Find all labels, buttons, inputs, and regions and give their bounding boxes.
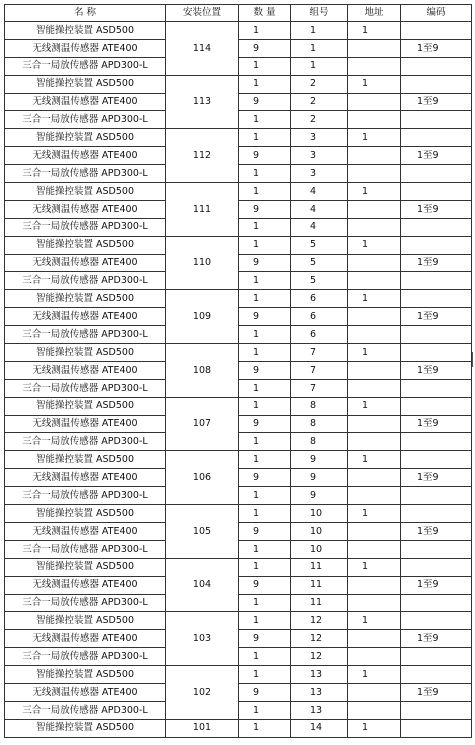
address-cell: [348, 594, 401, 612]
quantity-cell: 9: [239, 39, 291, 57]
address-cell: [348, 469, 401, 487]
device-name-cell: 无线测温传感器 ATE400: [5, 415, 166, 433]
address-cell: [348, 701, 401, 719]
code-cell: [401, 129, 472, 147]
device-name-cell: 无线测温传感器 ATE400: [5, 522, 166, 540]
device-name-cell: 智能操控装置 ASD500: [5, 451, 166, 469]
address-cell: [348, 111, 401, 129]
device-name-cell: 无线测温传感器 ATE400: [5, 200, 166, 218]
group-cell: 12: [291, 612, 348, 630]
quantity-cell: 1: [239, 183, 291, 201]
address-cell: [348, 254, 401, 272]
table-row: [5, 666, 472, 684]
quantity-cell: 1: [239, 379, 291, 397]
group-cell: 4: [291, 200, 348, 218]
address-cell: [348, 200, 401, 218]
device-name-cell: 无线测温传感器 ATE400: [5, 147, 166, 165]
group-cell: 1: [291, 22, 348, 40]
quantity-cell: 1: [239, 594, 291, 612]
code-cell: 1至9: [401, 361, 472, 379]
header-address: 地址: [348, 5, 401, 22]
device-name-cell: 无线测温传感器 ATE400: [5, 361, 166, 379]
table-row: [5, 57, 472, 75]
device-name-cell: 无线测温传感器 ATE400: [5, 576, 166, 594]
location-cell: 113: [166, 75, 239, 129]
quantity-cell: 1: [239, 487, 291, 505]
quantity-cell: 9: [239, 576, 291, 594]
table-row: [5, 165, 472, 183]
location-cell: 105: [166, 505, 239, 559]
device-name-cell: 三合一局放传感器 APD300-L: [5, 540, 166, 558]
device-name-cell: 智能操控装置 ASD500: [5, 129, 166, 147]
group-cell: 6: [291, 326, 348, 344]
location-cell: 108: [166, 344, 239, 398]
group-cell: 12: [291, 630, 348, 648]
table-row: [5, 487, 472, 505]
code-cell: [401, 111, 472, 129]
quantity-cell: 1: [239, 111, 291, 129]
code-cell: [401, 290, 472, 308]
table-row: [5, 379, 472, 397]
code-cell: [401, 183, 472, 201]
address-cell: [348, 433, 401, 451]
location-cell: 110: [166, 236, 239, 290]
code-cell: [401, 594, 472, 612]
device-name-cell: 智能操控装置 ASD500: [5, 612, 166, 630]
group-cell: 7: [291, 361, 348, 379]
address-cell: 1: [348, 344, 401, 362]
device-name-cell: 三合一局放传感器 APD300-L: [5, 165, 166, 183]
quantity-cell: 9: [239, 522, 291, 540]
group-cell: 2: [291, 93, 348, 111]
code-cell: [401, 75, 472, 93]
group-cell: 10: [291, 505, 348, 523]
quantity-cell: 1: [239, 612, 291, 630]
group-cell: 4: [291, 218, 348, 236]
address-cell: 1: [348, 612, 401, 630]
table-row: [5, 326, 472, 344]
code-cell: [401, 505, 472, 523]
location-cell: 112: [166, 129, 239, 183]
table-row: [5, 147, 472, 165]
table-header: [5, 5, 472, 22]
group-cell: 10: [291, 522, 348, 540]
address-cell: 1: [348, 719, 401, 737]
quantity-cell: 1: [239, 701, 291, 719]
group-cell: 13: [291, 701, 348, 719]
code-cell: 1至9: [401, 308, 472, 326]
table-row: [5, 648, 472, 666]
device-name-cell: 无线测温传感器 ATE400: [5, 93, 166, 111]
code-cell: [401, 22, 472, 40]
device-name-cell: 无线测温传感器 ATE400: [5, 308, 166, 326]
table-row: [5, 594, 472, 612]
address-cell: 1: [348, 22, 401, 40]
quantity-cell: 1: [239, 22, 291, 40]
location-cell: 111: [166, 183, 239, 237]
table-row: [5, 308, 472, 326]
quantity-cell: 1: [239, 165, 291, 183]
table-row: [5, 576, 472, 594]
code-cell: [401, 236, 472, 254]
group-cell: 10: [291, 540, 348, 558]
address-cell: [348, 630, 401, 648]
quantity-cell: 1: [239, 326, 291, 344]
quantity-cell: 1: [239, 666, 291, 684]
code-cell: 1至9: [401, 39, 472, 57]
address-cell: [348, 648, 401, 666]
address-cell: [348, 308, 401, 326]
quantity-cell: 1: [239, 236, 291, 254]
location-cell: 106: [166, 451, 239, 505]
address-cell: [348, 326, 401, 344]
quantity-cell: 1: [239, 397, 291, 415]
address-cell: 1: [348, 183, 401, 201]
table-row: [5, 505, 472, 523]
quantity-cell: 1: [239, 129, 291, 147]
address-cell: [348, 379, 401, 397]
group-cell: 6: [291, 308, 348, 326]
table-row: [5, 200, 472, 218]
address-cell: [348, 93, 401, 111]
address-cell: 1: [348, 129, 401, 147]
header-group: 组号: [291, 5, 348, 22]
table-row: [5, 701, 472, 719]
location-cell: 104: [166, 558, 239, 612]
table-row: [5, 469, 472, 487]
group-cell: 5: [291, 236, 348, 254]
address-cell: [348, 57, 401, 75]
table-row: [5, 415, 472, 433]
quantity-cell: 1: [239, 505, 291, 523]
address-cell: [348, 540, 401, 558]
table-row: [5, 433, 472, 451]
code-cell: 1至9: [401, 254, 472, 272]
header-name: 名 称: [5, 5, 166, 22]
address-cell: [348, 487, 401, 505]
quantity-cell: 1: [239, 433, 291, 451]
group-cell: 8: [291, 433, 348, 451]
table-row: [5, 344, 472, 362]
device-name-cell: 智能操控装置 ASD500: [5, 505, 166, 523]
address-cell: 1: [348, 290, 401, 308]
group-cell: 11: [291, 558, 348, 576]
device-name-cell: 三合一局放传感器 APD300-L: [5, 111, 166, 129]
code-cell: [401, 379, 472, 397]
group-cell: 3: [291, 147, 348, 165]
table-row: [5, 39, 472, 57]
table-row: [5, 719, 472, 737]
location-cell: 107: [166, 397, 239, 451]
device-name-cell: 三合一局放传感器 APD300-L: [5, 57, 166, 75]
table-row: [5, 397, 472, 415]
code-cell: [401, 57, 472, 75]
quantity-cell: 9: [239, 415, 291, 433]
group-cell: 5: [291, 272, 348, 290]
device-name-cell: 智能操控装置 ASD500: [5, 397, 166, 415]
table-row: [5, 290, 472, 308]
code-cell: [401, 326, 472, 344]
table-row: [5, 93, 472, 111]
code-cell: 1至9: [401, 630, 472, 648]
header-code: 编码: [401, 5, 472, 22]
code-cell: [401, 701, 472, 719]
device-name-cell: 无线测温传感器 ATE400: [5, 630, 166, 648]
quantity-cell: 9: [239, 469, 291, 487]
group-cell: 13: [291, 683, 348, 701]
device-name-cell: 三合一局放传感器 APD300-L: [5, 701, 166, 719]
code-cell: [401, 165, 472, 183]
code-cell: [401, 612, 472, 630]
code-cell: 1至9: [401, 147, 472, 165]
address-cell: [348, 361, 401, 379]
group-cell: 3: [291, 129, 348, 147]
group-cell: 2: [291, 111, 348, 129]
group-cell: 2: [291, 75, 348, 93]
device-name-cell: 三合一局放传感器 APD300-L: [5, 326, 166, 344]
quantity-cell: 9: [239, 361, 291, 379]
device-name-cell: 智能操控装置 ASD500: [5, 719, 166, 737]
code-cell: 1至9: [401, 522, 472, 540]
code-cell: 1至9: [401, 93, 472, 111]
code-cell: 1至9: [401, 200, 472, 218]
table-row: [5, 75, 472, 93]
group-cell: 12: [291, 648, 348, 666]
device-name-cell: 智能操控装置 ASD500: [5, 344, 166, 362]
device-name-cell: 智能操控装置 ASD500: [5, 183, 166, 201]
device-name-cell: 无线测温传感器 ATE400: [5, 683, 166, 701]
device-name-cell: 无线测温传感器 ATE400: [5, 469, 166, 487]
code-cell: [401, 648, 472, 666]
device-name-cell: 智能操控装置 ASD500: [5, 236, 166, 254]
table-row: [5, 272, 472, 290]
group-cell: 9: [291, 487, 348, 505]
table-row: [5, 183, 472, 201]
group-cell: 7: [291, 344, 348, 362]
table-row: [5, 522, 472, 540]
table-row: [5, 129, 472, 147]
address-cell: 1: [348, 451, 401, 469]
group-cell: 3: [291, 165, 348, 183]
address-cell: [348, 683, 401, 701]
device-name-cell: 无线测温传感器 ATE400: [5, 39, 166, 57]
device-name-cell: 智能操控装置 ASD500: [5, 558, 166, 576]
code-cell: [401, 397, 472, 415]
address-cell: [348, 165, 401, 183]
location-cell: 103: [166, 612, 239, 666]
table-row: [5, 22, 472, 40]
table-row: [5, 558, 472, 576]
code-cell: [401, 487, 472, 505]
location-cell: 109: [166, 290, 239, 344]
quantity-cell: 1: [239, 719, 291, 737]
address-cell: 1: [348, 666, 401, 684]
device-name-cell: 智能操控装置 ASD500: [5, 666, 166, 684]
device-name-cell: 三合一局放传感器 APD300-L: [5, 218, 166, 236]
code-cell: 1至9: [401, 576, 472, 594]
quantity-cell: 9: [239, 630, 291, 648]
table-row: [5, 254, 472, 272]
code-cell: [401, 433, 472, 451]
header-location: 安装位置: [166, 5, 239, 22]
table-row: [5, 236, 472, 254]
quantity-cell: 9: [239, 93, 291, 111]
quantity-cell: 1: [239, 75, 291, 93]
address-cell: [348, 39, 401, 57]
quantity-cell: 1: [239, 648, 291, 666]
group-cell: 9: [291, 469, 348, 487]
quantity-cell: 1: [239, 290, 291, 308]
address-cell: [348, 272, 401, 290]
device-name-cell: 智能操控装置 ASD500: [5, 290, 166, 308]
device-name-cell: 三合一局放传感器 APD300-L: [5, 648, 166, 666]
address-cell: [348, 147, 401, 165]
code-cell: [401, 540, 472, 558]
quantity-cell: 1: [239, 344, 291, 362]
device-name-cell: 三合一局放传感器 APD300-L: [5, 433, 166, 451]
quantity-cell: 9: [239, 254, 291, 272]
quantity-cell: 1: [239, 451, 291, 469]
address-cell: [348, 218, 401, 236]
device-name-cell: 三合一局放传感器 APD300-L: [5, 272, 166, 290]
table-row: [5, 361, 472, 379]
device-name-cell: 智能操控装置 ASD500: [5, 75, 166, 93]
table-row: [5, 111, 472, 129]
group-cell: 1: [291, 39, 348, 57]
table-body: [5, 22, 472, 738]
location-cell: 101: [166, 719, 239, 737]
device-name-cell: 三合一局放传感器 APD300-L: [5, 594, 166, 612]
quantity-cell: 9: [239, 308, 291, 326]
group-cell: 1: [291, 57, 348, 75]
code-cell: [401, 558, 472, 576]
code-cell: 1至9: [401, 469, 472, 487]
header-row: [5, 5, 472, 22]
group-cell: 14: [291, 719, 348, 737]
code-cell: [401, 451, 472, 469]
code-cell: [401, 272, 472, 290]
table-row: [5, 218, 472, 236]
header-quantity: 数 量: [239, 5, 291, 22]
address-cell: 1: [348, 397, 401, 415]
table-row: [5, 540, 472, 558]
address-cell: [348, 576, 401, 594]
code-cell: [401, 218, 472, 236]
address-cell: 1: [348, 236, 401, 254]
quantity-cell: 9: [239, 200, 291, 218]
quantity-cell: 9: [239, 147, 291, 165]
group-cell: 13: [291, 666, 348, 684]
group-cell: 5: [291, 254, 348, 272]
device-name-cell: 三合一局放传感器 APD300-L: [5, 487, 166, 505]
device-name-cell: 智能操控装置 ASD500: [5, 22, 166, 40]
quantity-cell: 1: [239, 558, 291, 576]
quantity-cell: 1: [239, 540, 291, 558]
table-row: [5, 612, 472, 630]
quantity-cell: 1: [239, 57, 291, 75]
code-cell: [401, 719, 472, 737]
code-cell: 1至9: [401, 683, 472, 701]
address-cell: [348, 415, 401, 433]
group-cell: 8: [291, 397, 348, 415]
quantity-cell: 9: [239, 683, 291, 701]
device-table: [4, 4, 472, 738]
group-cell: 9: [291, 451, 348, 469]
group-cell: 4: [291, 183, 348, 201]
code-cell: 1至9: [401, 415, 472, 433]
scroll-edge-mark: [472, 352, 473, 367]
location-cell: 102: [166, 666, 239, 720]
group-cell: 7: [291, 379, 348, 397]
table-row: [5, 451, 472, 469]
address-cell: [348, 522, 401, 540]
address-cell: 1: [348, 558, 401, 576]
group-cell: 8: [291, 415, 348, 433]
table-row: [5, 683, 472, 701]
group-cell: 6: [291, 290, 348, 308]
code-cell: [401, 344, 472, 362]
address-cell: 1: [348, 75, 401, 93]
group-cell: 11: [291, 576, 348, 594]
address-cell: 1: [348, 505, 401, 523]
location-cell: 114: [166, 22, 239, 76]
quantity-cell: 1: [239, 272, 291, 290]
table-row: [5, 630, 472, 648]
device-name-cell: 三合一局放传感器 APD300-L: [5, 379, 166, 397]
code-cell: [401, 666, 472, 684]
quantity-cell: 1: [239, 218, 291, 236]
device-name-cell: 无线测温传感器 ATE400: [5, 254, 166, 272]
group-cell: 11: [291, 594, 348, 612]
